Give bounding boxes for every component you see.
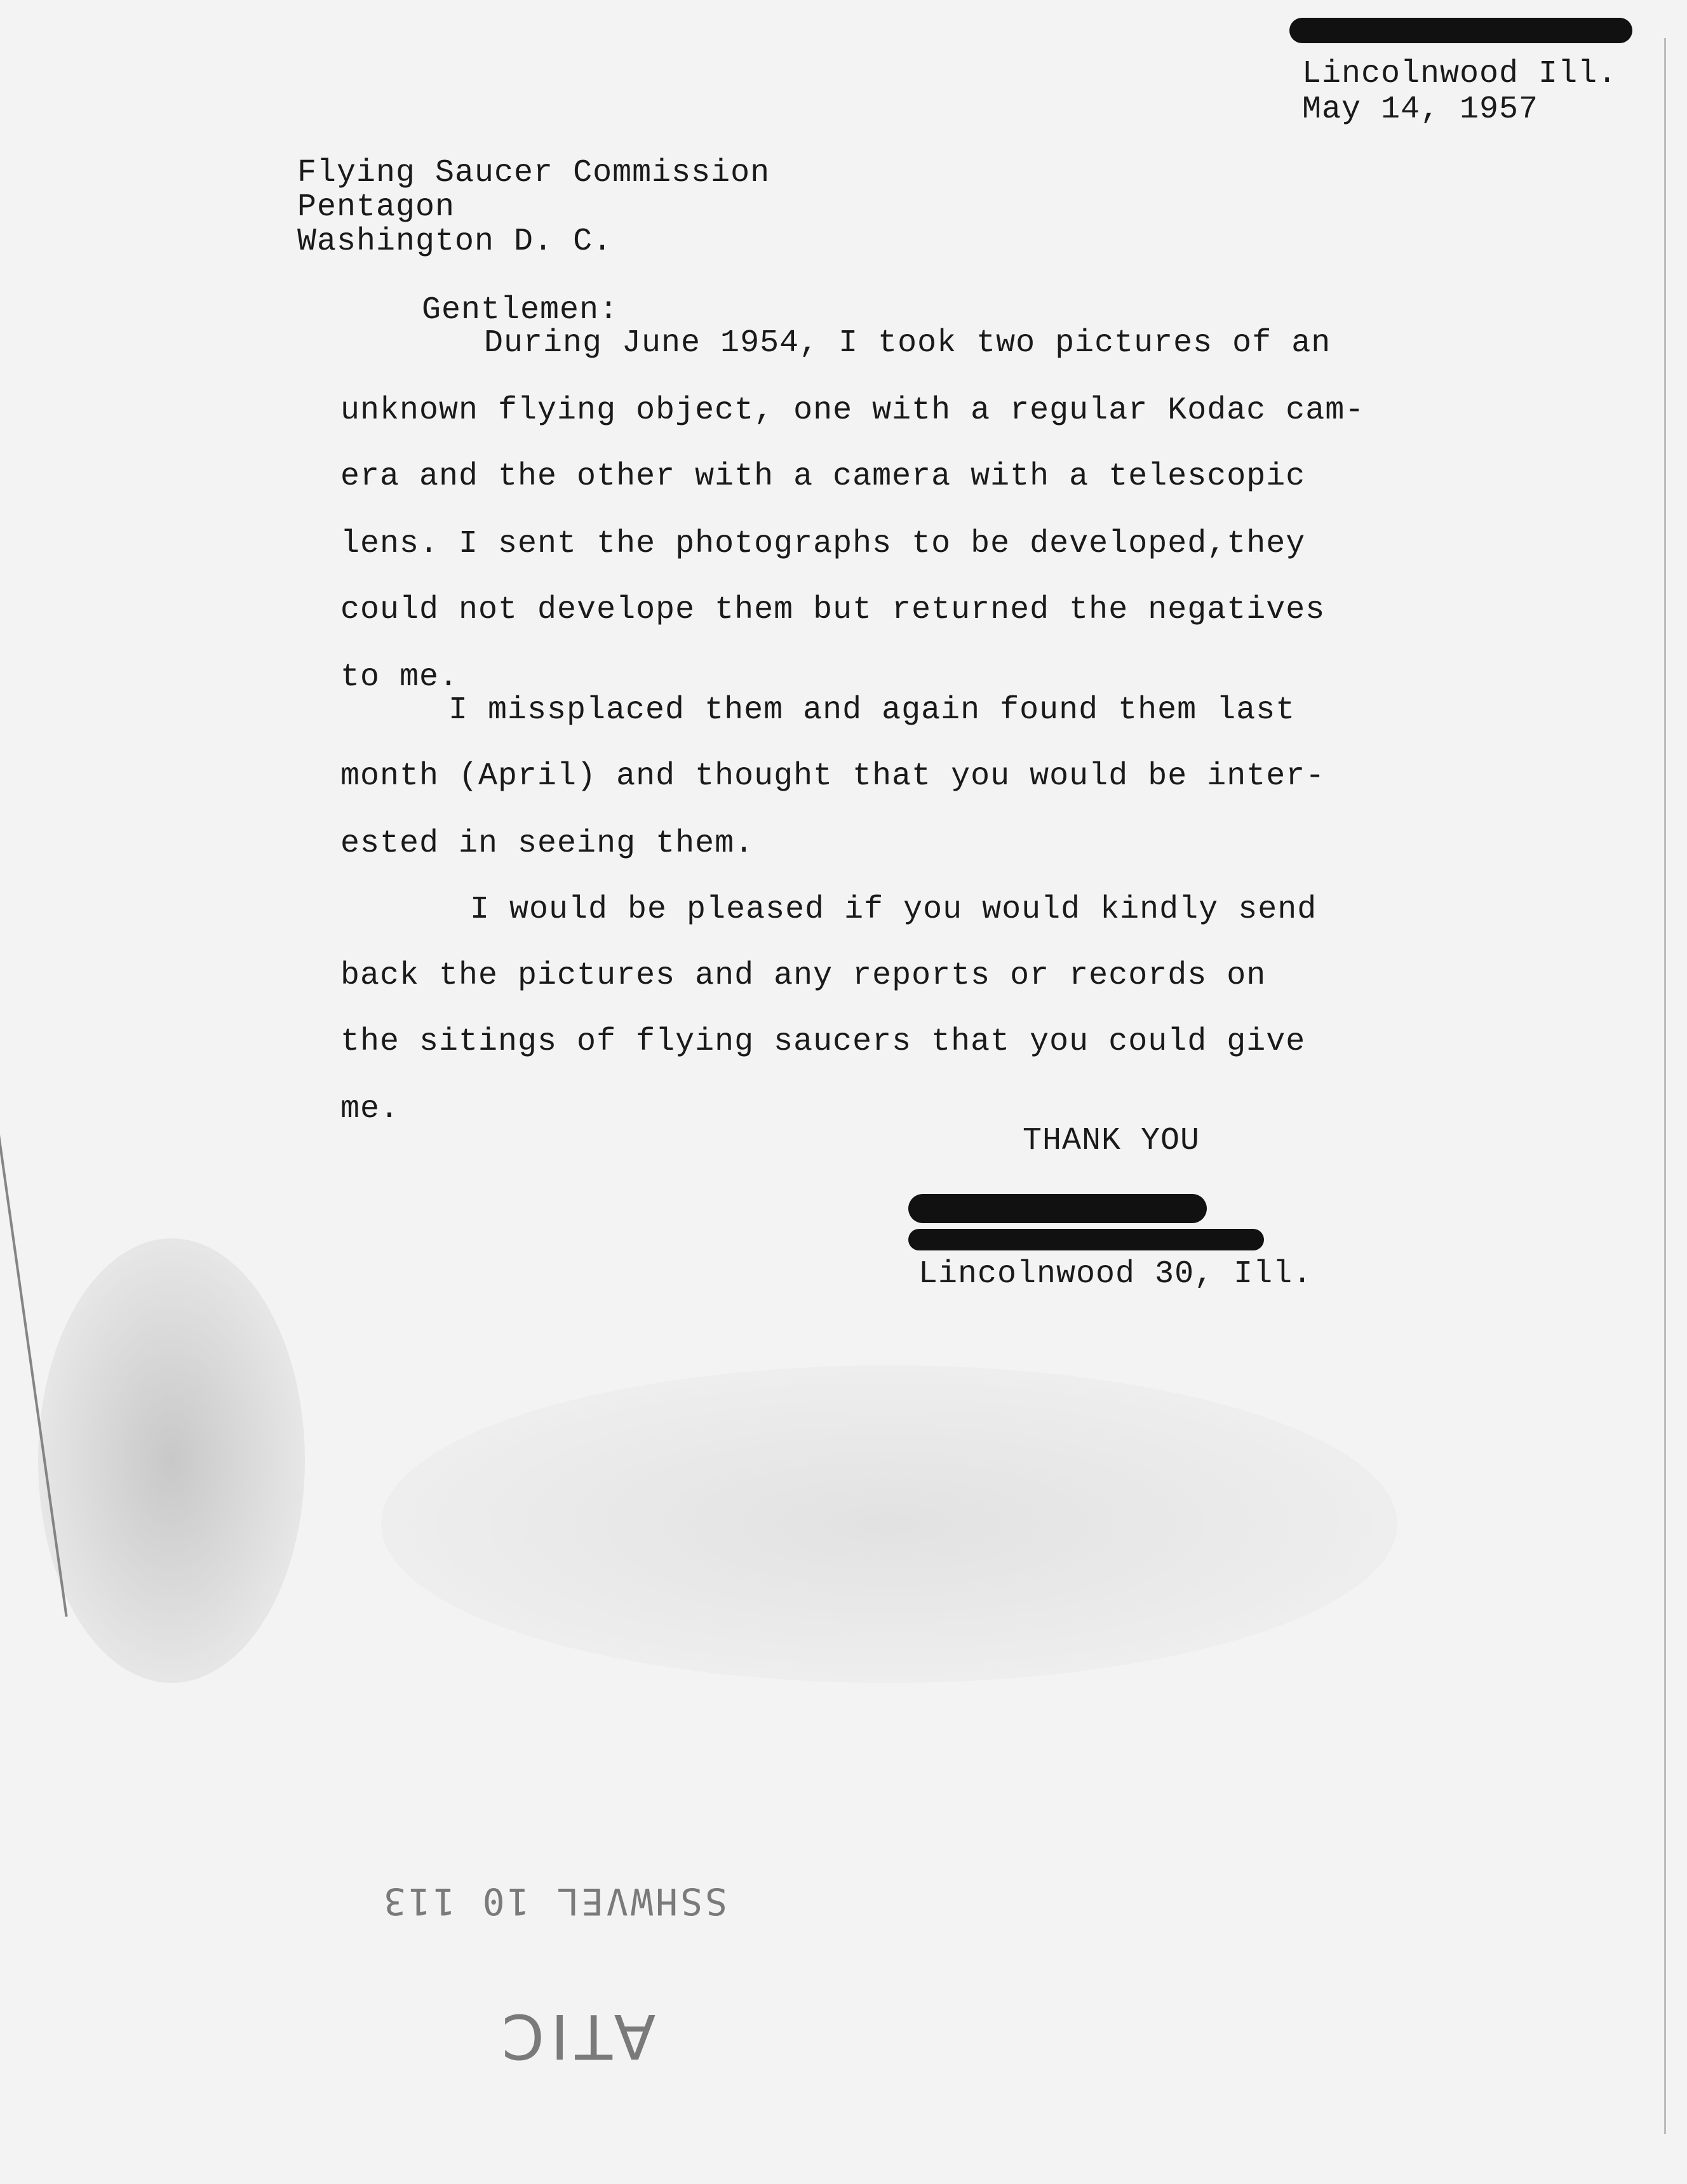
body-line: could not develope them but returned the negatives [340, 592, 1326, 628]
smudge-center [381, 1365, 1397, 1683]
body-line: era and the other with a camera with a telescopic [340, 459, 1306, 495]
body-line: I missplaced them and again found them last [448, 692, 1296, 728]
recipient-line1: Flying Saucer Commission [297, 155, 770, 191]
body-line: me. [340, 1091, 400, 1127]
right-edge-line [1664, 38, 1666, 2134]
body-line: month (April) and thought that you would be inter- [340, 758, 1326, 794]
salutation: Gentlemen: [422, 292, 619, 328]
received-stamp: SSHWVEL 10 113 [381, 1880, 727, 1923]
header-city: Lincolnwood Ill. [1302, 56, 1618, 92]
closing: THANK YOU [1023, 1123, 1200, 1159]
body-line: unknown flying object, one with a regular Kodac cam- [340, 392, 1365, 429]
body-line: ested in seeing them. [340, 826, 755, 862]
body-line: the sitings of flying saucers that you could give [340, 1024, 1306, 1060]
body-line: back the pictures and any reports or records on [340, 958, 1267, 994]
redacted-address [908, 1229, 1264, 1250]
smudge-left [38, 1238, 305, 1683]
recipient-line2: Pentagon [297, 189, 455, 225]
body-line: lens. I sent the photographs to be developed,they [340, 526, 1306, 562]
header-date: May 14, 1957 [1302, 91, 1539, 128]
redacted-signature [908, 1194, 1207, 1223]
office-stamp: ATIC [495, 2000, 656, 2072]
body-line: During June 1954, I took two pictures of an [484, 325, 1331, 361]
body-line: I would be pleased if you would kindly send [470, 892, 1317, 928]
body-line: to me. [340, 659, 459, 695]
recipient-line3: Washington D. C. [297, 224, 613, 260]
signature-city: Lincolnwood 30, Ill. [918, 1256, 1313, 1292]
redacted-name-top [1289, 18, 1632, 43]
